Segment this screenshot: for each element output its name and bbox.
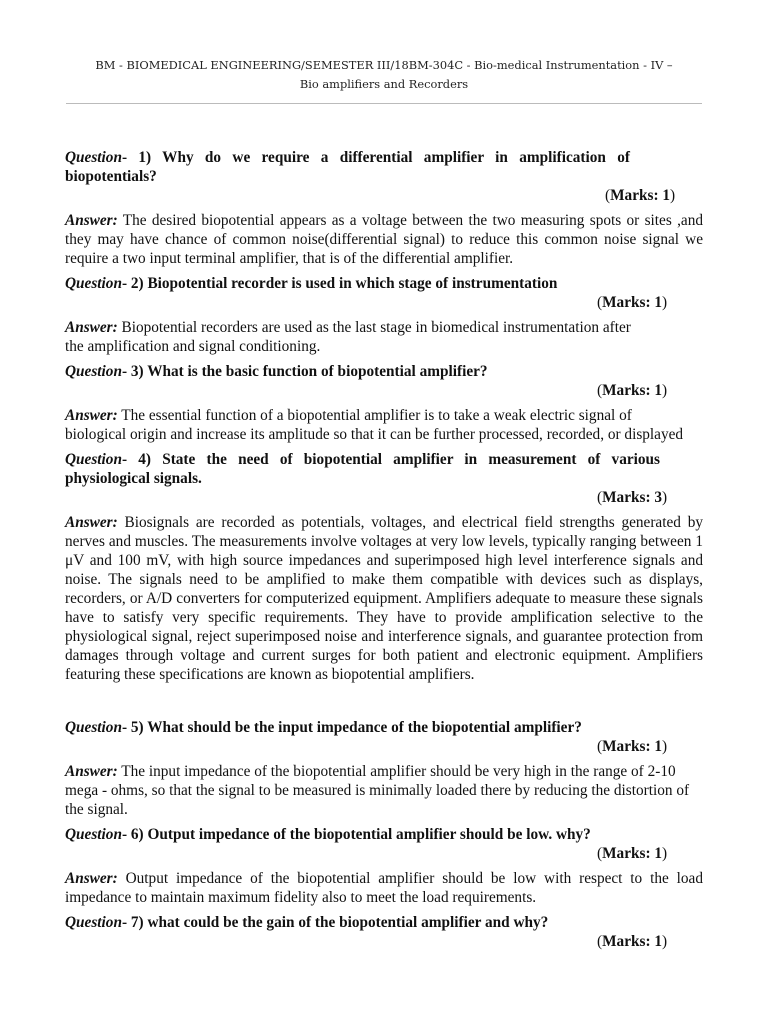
answer-text: Answer: The desired biopotential appears as a voltage between the two measuring spots or sites ,and they may have chance of common noise(differential signal) to reduce this common noise signal we require a two input terminal amplifier, that is of the differential amplifier.	[65, 212, 703, 267]
answer-text: Answer: The essential function of a biopotential amplifier is to take a weak electric signal of biological origin and increase its amplitude so that it can be further processed, recorded, or displayed	[65, 407, 684, 443]
answer-text: Answer: The input impedance of the biopotential amplifier should be very high in the range of 2-10 mega - ohms, so that the signal to be measured is minimally loaded there by reducing the distortion of the signal.	[65, 763, 690, 818]
answer-text: Answer: Output impedance of the biopotential amplifier should be low with respect to the load impedance to maintain maximum fidelity also to meet the load requirements.	[65, 870, 703, 906]
page-header	[66, 56, 702, 94]
marks-label: (Marks: 3)	[597, 489, 668, 506]
header-divider	[66, 103, 702, 104]
marks-label: (Marks: 1)	[597, 294, 668, 311]
marks-label: (Marks: 1)	[597, 738, 668, 755]
question-block-1	[65, 148, 703, 268]
question-text: Question- 6) Output impedance of the biopotential amplifier should be low. why?	[65, 826, 591, 843]
question-text: Question- 7) what could be the gain of the biopotential amplifier and why?	[65, 914, 549, 931]
question-block-5	[65, 718, 703, 819]
question-text: Question- 2) Biopotential recorder is used in which stage of instrumentation	[65, 275, 558, 292]
question-text: Question- 5) What should be the input impedance of the biopotential amplifier?	[65, 719, 582, 736]
header-line-1: BM - BIOMEDICAL ENGINEERING/SEMESTER III/18BM-304C - Bio-medical Instrumentation - IV –	[95, 58, 673, 72]
question-block-6	[65, 825, 703, 907]
marks-label: (Marks: 1)	[597, 933, 668, 950]
marks-label: (Marks: 1)	[597, 845, 668, 862]
question-block-7	[65, 913, 703, 951]
answer-text: Answer: Biosignals are recorded as potentials, voltages, and electrical field strengths generated by nerves and muscles. The measurements involve voltages at very low levels, typically ranging between 1 μV and 100 mV, with high source impedances and superimposed high level interference signals and noise. The signals need to be amplified to make them compatible with devices such as displays, recorders, or A/D converters for computerized equipment. Amplifiers adequate to measure these signals have to satisfy very specific requirements. They have to provide amplification selective to the physiological signal, reject superimposed noise and interference signals, and guarantee protection from damages through voltage and current surges for both patient and electronic equipment. Amplifiers featuring these specifications are known as biopotential amplifiers.	[65, 514, 703, 683]
answer-text: Answer: Biopotential recorders are used as the last stage in biomedical instrumentation after the amplification and signal conditioning.	[65, 319, 631, 355]
question-text: Question- 4) State the need of biopotential amplifier in measurement of various physiological signals.	[65, 451, 660, 487]
question-block-4	[65, 450, 703, 684]
marks-label: (Marks: 1)	[605, 187, 676, 204]
question-text: Question- 3) What is the basic function of biopotential amplifier?	[65, 363, 488, 380]
question-text: Question- 1) Why do we require a differential amplifier in amplification of biopotentials?	[65, 149, 630, 185]
question-block-3	[65, 362, 703, 444]
header-line-2: Bio amplifiers and Recorders	[299, 77, 469, 91]
question-list	[65, 148, 703, 951]
marks-label: (Marks: 1)	[597, 382, 668, 399]
question-block-2	[65, 274, 703, 356]
